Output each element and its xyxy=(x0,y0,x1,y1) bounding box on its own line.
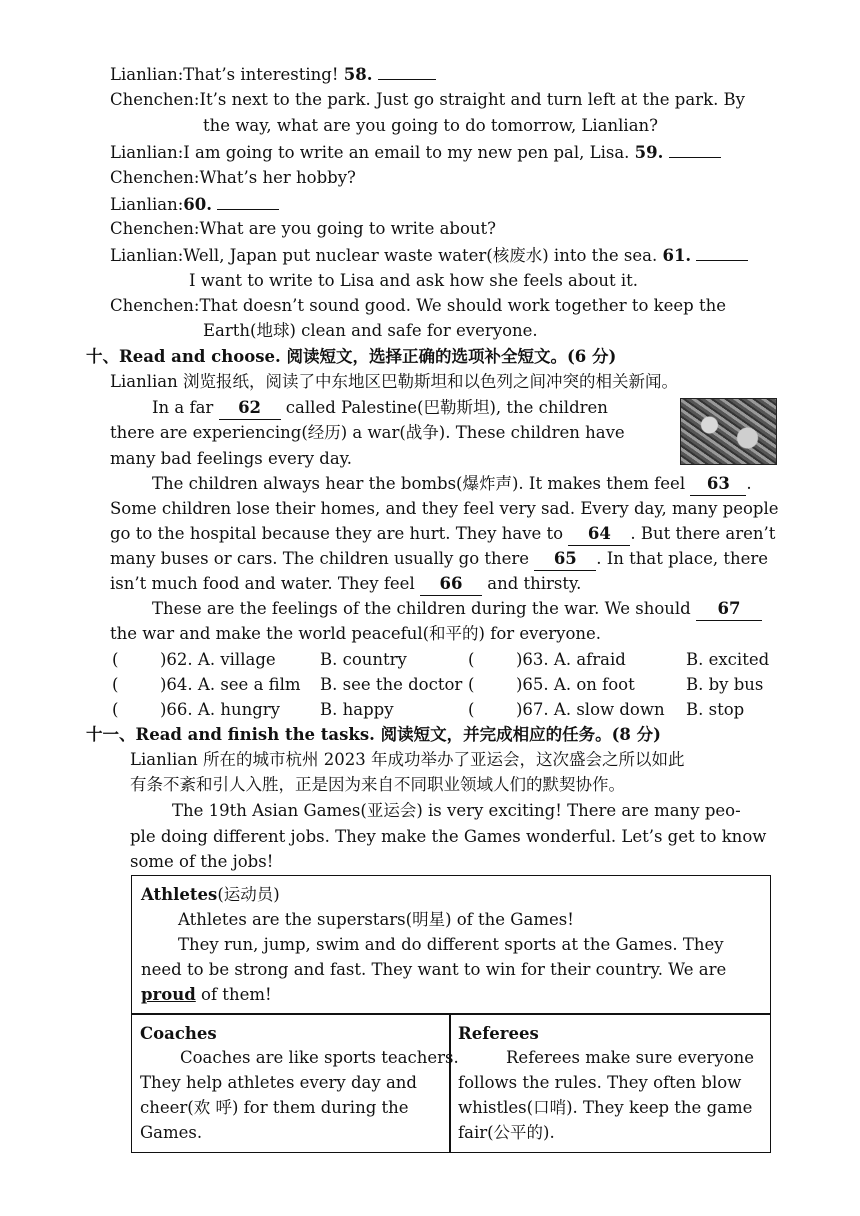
answer-paren[interactable]: ( xyxy=(112,700,119,719)
passage-text: These are the feelings of the children during the war. We should xyxy=(152,599,696,618)
answer-paren[interactable]: ( xyxy=(112,675,119,694)
blank-62[interactable]: 62 xyxy=(219,397,281,420)
speaker: Lianlian: xyxy=(110,195,184,214)
blank-66[interactable]: 66 xyxy=(420,573,482,596)
dialogue-line-8 xyxy=(110,244,748,267)
referees-title: Referees xyxy=(458,1024,539,1043)
passage-line: ple doing different jobs. They make the Games wonderful. Let’s get to know xyxy=(130,827,767,846)
blank-63[interactable]: 63 xyxy=(690,473,746,496)
answer-paren[interactable]: ( xyxy=(468,675,475,694)
passage-text: go to the hospital because they are hurt. They have to xyxy=(110,524,569,543)
question-number: 61. xyxy=(662,246,692,265)
passage-line xyxy=(110,573,581,596)
passage-text: The children always hear the bombs(爆炸声). It makes them feel xyxy=(152,474,691,493)
passage-text: isn’t much food and water. They feel xyxy=(110,574,420,593)
passage-line: Some children lose their homes, and they feel very sad. Every day, many people xyxy=(110,499,779,518)
proud-word: proud xyxy=(141,985,196,1004)
athletes-title xyxy=(141,883,280,908)
section-10-heading: 十、Read and choose. 阅读短文，选择正确的选项补全短文。(6 分) xyxy=(86,347,617,366)
speaker: Chenchen: xyxy=(110,168,200,187)
dialogue-line-7 xyxy=(110,218,496,240)
athletes-title-en: Athletes xyxy=(141,885,218,904)
option-62-a: )62. A. village xyxy=(160,650,276,669)
dialogue-line-3 xyxy=(203,115,658,137)
referees-line: whistles(口哨). They keep the game xyxy=(458,1098,753,1117)
section-11-heading: 十一、Read and finish the tasks. 阅读短文，并完成相应的任务。(8 分) xyxy=(86,725,661,744)
answer-paren[interactable]: ( xyxy=(468,700,475,719)
dialogue-line-6 xyxy=(110,193,279,216)
option-66-a: )66. A. hungry xyxy=(160,700,280,719)
passage-line xyxy=(152,598,762,621)
dialogue-line-2 xyxy=(110,89,745,111)
answer-blank-58[interactable] xyxy=(378,63,436,80)
dialogue-text: That doesn’t sound good. We should work together to keep the xyxy=(199,296,726,315)
passage-text: . In that place, there xyxy=(596,549,768,568)
referees-box xyxy=(449,1013,771,1153)
option-65-a: )65. A. on foot xyxy=(516,675,635,694)
speaker: Lianlian: xyxy=(110,143,184,162)
blank-65[interactable]: 65 xyxy=(534,548,596,571)
athletes-title-cn: (运动员) xyxy=(217,885,280,904)
passage-line xyxy=(110,523,775,546)
answer-blank-60[interactable] xyxy=(217,193,279,210)
dialogue-text: What’s her hobby? xyxy=(199,168,356,187)
speaker: Chenchen: xyxy=(110,296,200,315)
referees-line: fair(公平的). xyxy=(458,1123,555,1142)
dialogue-text: Earth(地球) clean and safe for everyone. xyxy=(203,321,538,340)
option-65-b: B. by bus xyxy=(686,675,764,694)
passage-line: many bad feelings every day. xyxy=(110,449,353,468)
speaker: Lianlian: xyxy=(110,246,184,265)
passage-text: In a far xyxy=(152,398,219,417)
athletes-line: They run, jump, swim and do different sports at the Games. They xyxy=(178,935,724,954)
option-62-b: B. country xyxy=(320,650,407,669)
passage-line: there are experiencing(经历) a war(战争). These children have xyxy=(110,423,625,442)
passage-text: many buses or cars. The children usually go there xyxy=(110,549,535,568)
dialogue-line-9 xyxy=(189,270,638,292)
athletes-box xyxy=(131,875,771,1015)
dialogue-line-11 xyxy=(203,320,538,342)
answer-blank-59[interactable] xyxy=(669,141,721,158)
section-11-intro-1: Lianlian 所在的城市杭州 2023 年成功举办了亚运会，这次盛会之所以如此 xyxy=(130,750,685,769)
passage-line: some of the jobs! xyxy=(130,852,274,871)
option-63-b: B. excited xyxy=(686,650,770,669)
passage-line xyxy=(110,548,768,571)
dialogue-line-5 xyxy=(110,167,356,189)
coaches-line: They help athletes every day and xyxy=(140,1073,417,1092)
section-10-intro: Lianlian 浏览报纸，阅读了中东地区巴勒斯坦和以色列之间冲突的相关新闻。 xyxy=(110,372,678,391)
referees-line: follows the rules. They often blow xyxy=(458,1073,742,1092)
answer-blank-61[interactable] xyxy=(696,244,748,261)
speaker: Chenchen: xyxy=(110,219,200,238)
coaches-line: Games. xyxy=(140,1123,203,1142)
athletes-line xyxy=(141,983,272,1008)
speaker: Chenchen: xyxy=(110,90,200,109)
option-64-b: B. see the doctor xyxy=(320,675,463,694)
coaches-title: Coaches xyxy=(140,1024,217,1043)
coaches-line: cheer(欢 呼) for them during the xyxy=(140,1098,409,1117)
passage-text: . But there aren’t xyxy=(630,524,776,543)
war-photo xyxy=(680,398,777,465)
coaches-box xyxy=(131,1013,459,1153)
dialogue-text: I am going to write an email to my new pen pal, Lisa. xyxy=(183,143,635,162)
passage-text: called Palestine(巴勒斯坦), the children xyxy=(280,398,608,417)
dialogue-text: I want to write to Lisa and ask how she feels about it. xyxy=(189,271,639,290)
coaches-line: Coaches are like sports teachers. xyxy=(180,1048,459,1067)
option-67-b: B. stop xyxy=(686,700,745,719)
dialogue-line-1 xyxy=(110,63,436,86)
speaker: Lianlian: xyxy=(110,65,184,84)
option-66-b: B. happy xyxy=(320,700,394,719)
passage-text: and thirsty. xyxy=(481,574,582,593)
section-11-intro-2: 有条不紊和引人入胜，正是因为来自不同职业领域人们的默契协作。 xyxy=(130,775,625,794)
dialogue-text: Well, Japan put nuclear waste water(核废水) into the sea. xyxy=(183,246,663,265)
passage-line xyxy=(152,397,608,420)
answer-paren[interactable]: ( xyxy=(468,650,475,669)
athletes-text: of them! xyxy=(195,985,272,1004)
dialogue-line-4 xyxy=(110,141,721,164)
passage-text: . xyxy=(746,474,752,493)
question-number: 60. xyxy=(183,195,212,214)
dialogue-text: That’s interesting! xyxy=(183,65,344,84)
dialogue-text: the way, what are you going to do tomorrow, Lianlian? xyxy=(203,116,658,135)
dialogue-text: What are you going to write about? xyxy=(199,219,497,238)
dialogue-line-10 xyxy=(110,295,726,317)
athletes-line: need to be strong and fast. They want to win for their country. We are xyxy=(141,960,727,979)
athletes-line: Athletes are the superstars(明星) of the Games! xyxy=(178,910,574,929)
option-63-a: )63. A. afraid xyxy=(516,650,626,669)
passage-line xyxy=(152,473,752,496)
passage-line: The 19th Asian Games(亚运会) is very exciting! There are many peo- xyxy=(172,801,741,820)
option-64-a: )64. A. see a film xyxy=(160,675,301,694)
option-67-a: )67. A. slow down xyxy=(516,700,665,719)
blank-64[interactable]: 64 xyxy=(568,523,630,546)
answer-paren[interactable]: ( xyxy=(112,650,119,669)
question-number: 58. xyxy=(343,65,373,84)
referees-line: Referees make sure everyone xyxy=(506,1048,755,1067)
passage-line: the war and make the world peaceful(和平的) for everyone. xyxy=(110,624,602,643)
question-number: 59. xyxy=(634,143,664,162)
dialogue-text: It’s next to the park. Just go straight and turn left at the park. By xyxy=(199,90,745,109)
blank-67[interactable]: 67 xyxy=(696,598,762,621)
